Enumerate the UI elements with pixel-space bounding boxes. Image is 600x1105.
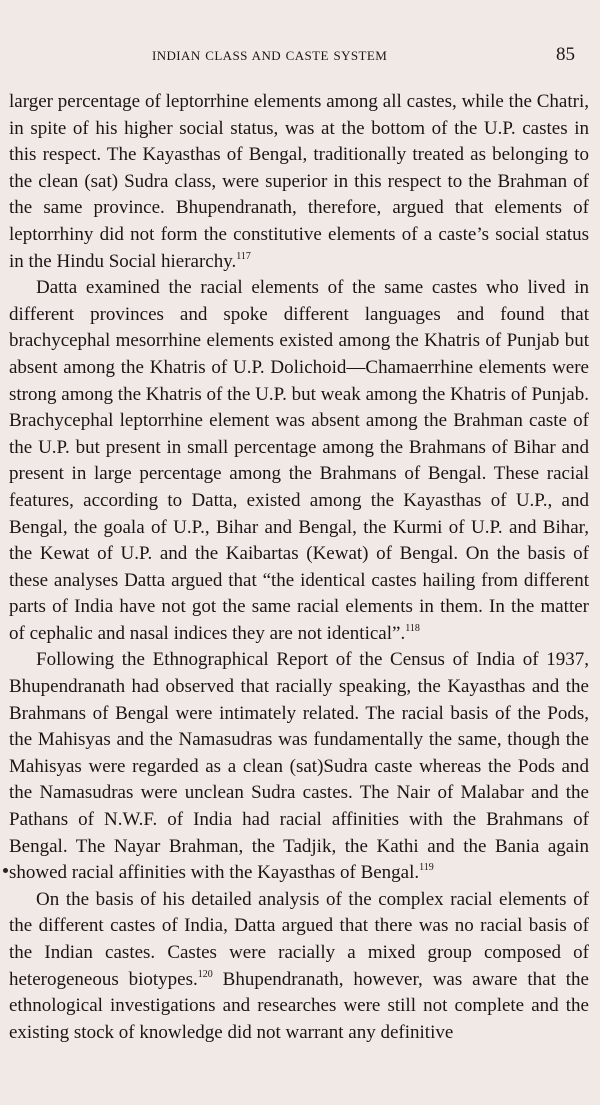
paragraph-text: On the basis of his detailed analysis of the complex racial elements of the different castes of India, Datta argued that there was no racial basis of the Indian castes. Castes were racially a mixed group composed of heterogeneous biotypes.	[9, 888, 589, 990]
paragraph-text: Datta examined the racial elements of the same castes who lived in different provinces and spoke different languages and found that brachycephal mesorrhine elements existed among the Khatris of Punjab but absent among the Khatris of U.P. Dolichoid—Chamaerrhine elements were strong among the Khatris of the U.P. but weak among the Khatris of Punjab. Brachycephal leptorrhine element was absent among the Brahman caste of the U.P. but present in small percentage among the Brahmans of Bihar and present in large percentage among the Brahmans of Bengal. These racial features, according to Datta, existed among the Kayasthas of U.P., and Bengal, the goala of U.P., Bihar and Bengal, the Kurmi of U.P. and Bihar, the Kewat of U.P. and the Kaibartas (Kewat) of Bengal. On the basis of these analyses Datta argued that “the identical castes hailing from different parts of India have not got the same racial elements in them. In the matter of cephalic and nasal indices they are not identical”.	[9, 277, 589, 644]
paragraph-text: Following the Ethnographical Report of the Census of India of 1937, Bhupendranath had observed that racially speaking, the Kayasthas and the Brahmans of Bengal were intimately related. The racial basis of the Pods, the Mahisyas and the Namasudras was fundamentally the same, though the Mahisyas were regarded as a clean (sat)Sudra caste whereas the Pods and the Namasudras were unclean Sudra castes. The Nair of Malabar and the Pathans of N.W.F. of India had racial affinities with the Brahmans of Bengal. The Nayar Brahman, the Tadjik, the Kathi and the Bania again showed racial affinities with the Kayasthas of Bengal.	[9, 649, 589, 884]
footnote-marker-119: 119	[419, 862, 434, 874]
paragraph-text: larger percentage of leptorrhine elements among all castes, while the Chatri, in spite of his higher social status, was at the bottom of the U.P. castes in this respect. The Kayasthas of Bengal, traditionally treated as belonging to the clean (sat) Sudra class, were superior in this respect to the Brahman of the same province. Bhupendranath, therefore, argued that elements of leptorrhiny did not form the constitutive elements of a caste’s social status in the Hindu Social hierarchy.	[9, 91, 589, 272]
footnote-marker-117: 117	[236, 250, 251, 262]
footnote-marker-118: 118	[405, 622, 420, 634]
running-head	[0, 44, 600, 72]
ink-speck	[3, 868, 8, 873]
paragraph-text-after-note: Bhupendranath, however, was aware that the ethnological investigations and researches were still not complete and the existing stock of knowledge did not warrant any definitive	[9, 968, 589, 1043]
running-title: INDIAN CLASS AND CASTE SYSTEM	[152, 48, 388, 63]
paragraph-3	[9, 647, 589, 886]
paragraph-4	[9, 887, 589, 1047]
paragraph-1	[9, 89, 589, 275]
body-text	[9, 89, 589, 1046]
footnote-marker-120: 120	[197, 968, 213, 980]
paragraph-2	[9, 275, 589, 647]
page-number: 85	[556, 44, 575, 65]
